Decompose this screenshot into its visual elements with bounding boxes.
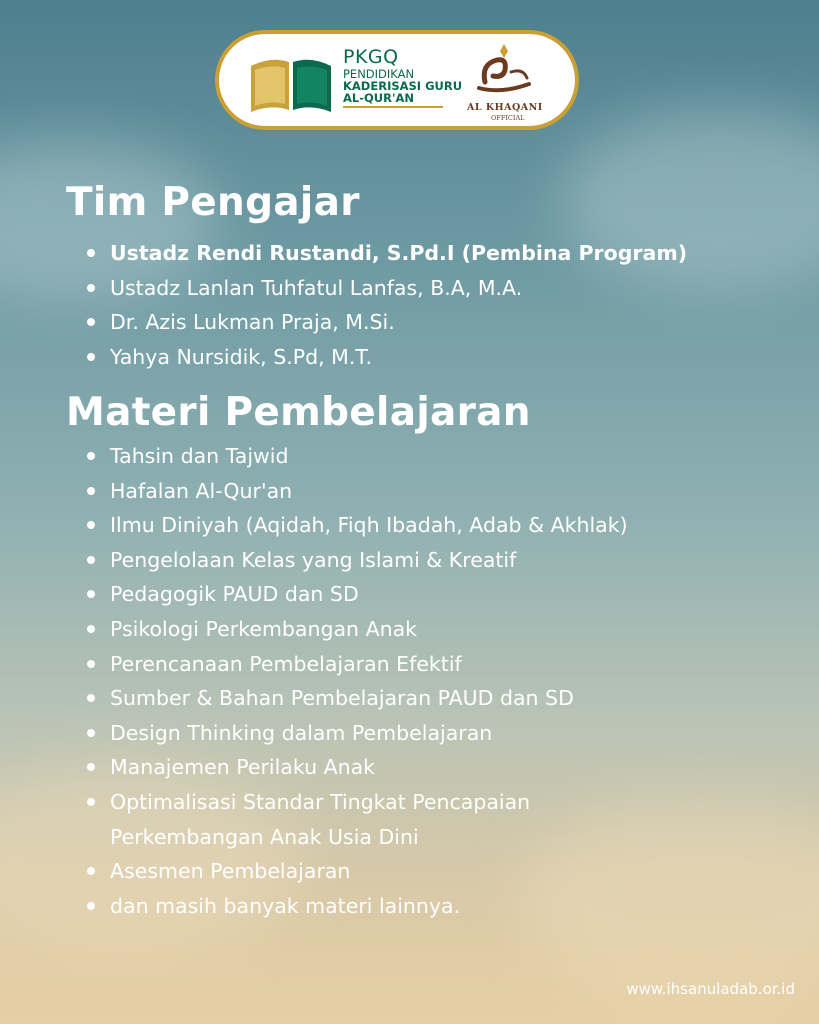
list-item-continuation: Perkembangan Anak Usia Dini bbox=[110, 824, 419, 849]
khaqani-sub: OFFICIAL bbox=[491, 114, 525, 122]
pkgq-wordmark bbox=[343, 48, 462, 108]
pkgq-line-2: KADERISASI GURU bbox=[343, 79, 463, 93]
list-item: Ustadz Rendi Rustandi, S.Pd.I (Pembina Program) bbox=[86, 236, 786, 271]
pkgq-line-1: PENDIDIKAN bbox=[343, 66, 415, 81]
list-item: Yahya Nursidik, S.Pd, M.T. bbox=[86, 340, 786, 375]
materi-list bbox=[86, 439, 786, 923]
list-item: Sumber & Bahan Pembelajaran PAUD dan SD bbox=[86, 681, 786, 716]
list-item: Pedagogik PAUD dan SD bbox=[86, 577, 786, 612]
book-logo-icon bbox=[247, 52, 335, 114]
khaqani-logo-icon bbox=[471, 42, 537, 100]
pkgq-line-3: AL-QUR'AN bbox=[343, 91, 415, 106]
tim-list bbox=[86, 236, 786, 374]
list-item: Pengelolaan Kelas yang Islami & Kreatif bbox=[86, 543, 786, 578]
pkgq-title: PKGQ bbox=[343, 46, 399, 68]
materi-heading: Materi Pembelajaran bbox=[66, 390, 531, 435]
list-item: Asesmen Pembelajaran bbox=[86, 854, 786, 889]
tim-heading: Tim Pengajar bbox=[66, 180, 360, 225]
list-item: Design Thinking dalam Pembelajaran bbox=[86, 716, 786, 751]
list-item: Dr. Azis Lukman Praja, M.Si. bbox=[86, 305, 786, 340]
list-item: dan masih banyak materi lainnya. bbox=[86, 889, 786, 924]
list-item: Tahsin dan Tajwid bbox=[86, 439, 786, 474]
website-url: www.ihsanuladab.or.id bbox=[626, 980, 795, 998]
list-item: Manajemen Perilaku Anak bbox=[86, 750, 786, 785]
list-item: Hafalan Al-Qur'an bbox=[86, 474, 786, 509]
list-item: Ustadz Lanlan Tuhfatul Lanfas, B.A, M.A. bbox=[86, 271, 786, 306]
list-item: Optimalisasi Standar Tingkat Pencapaian bbox=[86, 785, 786, 820]
list-item: Perencanaan Pembelajaran Efektif bbox=[86, 647, 786, 682]
list-item: Psikologi Perkembangan Anak bbox=[86, 612, 786, 647]
khaqani-name: AL KHAQANI bbox=[467, 102, 543, 113]
list-item: Ilmu Diniyah (Aqidah, Fiqh Ibadah, Adab & Akhlak) bbox=[86, 508, 786, 543]
logo-badge bbox=[215, 30, 579, 130]
pkgq-underline bbox=[343, 106, 443, 108]
